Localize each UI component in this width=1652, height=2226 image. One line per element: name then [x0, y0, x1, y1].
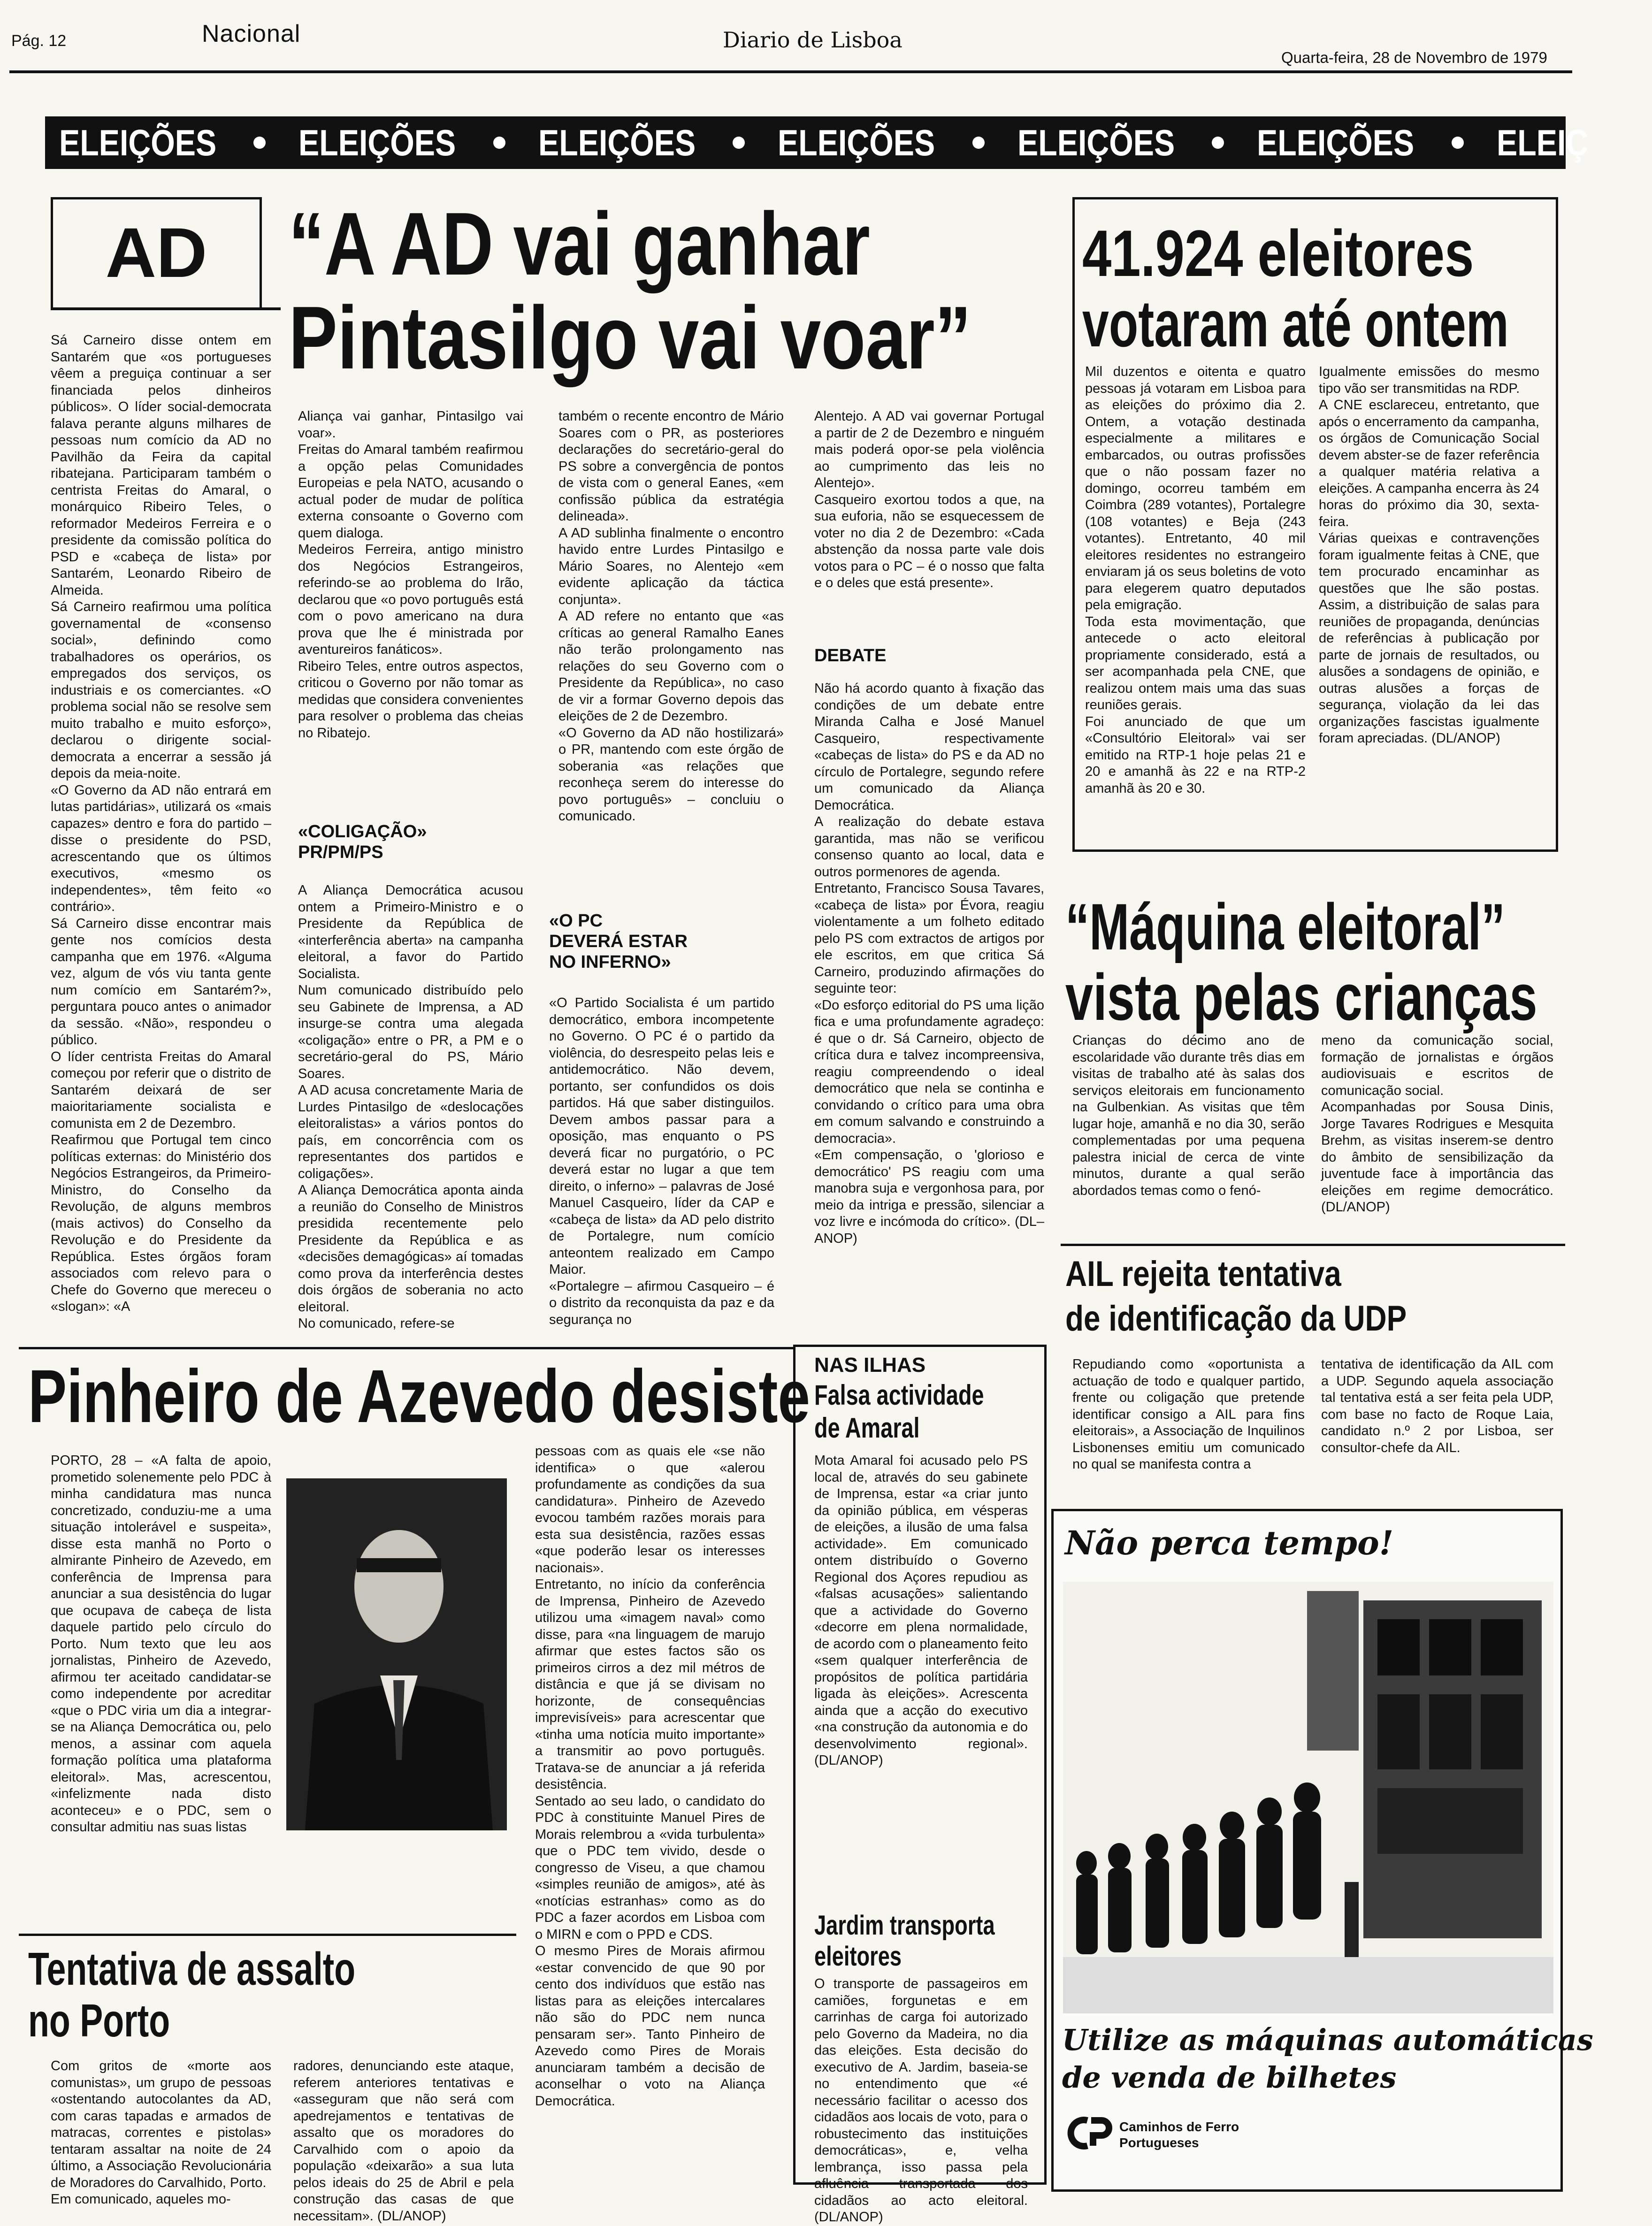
assalto-headline-line2: no Porto [28, 1995, 170, 2046]
ilhas-body: Mota Amaral foi acusado pelo PS local de, através do seu gabinete de Imprensa, estar «a criar junto da opinião pública, em vésperas de eleições, a ilusão de uma falsa actividade». Em comunicado ontem distribuído o Governo Regional dos Açores repudiou as «falsas acusações» salientando que a actividade do Governo «decorre em plena normalidade, de acordo com o planeamento feito «sem qualquer interferência de propósitos de política partidária ligada às eleições». Acrescenta ainda que a acção do executivo «na construção da autonomia e do desenvolvimento regional». (DL/ANOP) [814, 1453, 1028, 1768]
maquina-col2: meno da comunicação social, formação de jornalistas e órgãos audiovisuais e escritos de comunicação social. Acompanhadas por Sousa Dinis, Jorge Tavares Rodrigues e Mesquita Brehm, as visitas inserem-se dentro do âmbito de sensibilização da juventude face à importância das eleições em regime democrático. (DL/ANOP) [1321, 1033, 1553, 1215]
ticket-machine-photo [1063, 1582, 1553, 2013]
masthead-rule [9, 70, 1572, 73]
eleitores-headline-line2: votaram até ontem [1082, 287, 1509, 360]
banner-bullet [733, 137, 745, 149]
ilhas-subheadline-line1: Jardim transporta [814, 1910, 995, 1941]
eleitores-col1: Mil duzentos e oitenta e quatro pessoas já votaram em Lisboa para as eleições do próximo dia 2. Ontem, a votação destinada especialmente a militares e embarcados, ou outras profissões que o não possam fazer no domingo, ocorreu também em Coimbra (289 votantes), Portalegre (108 votantes) e Beja (243 votantes). Entretanto, 40 mil eleitores residentes no estrangeiro enviaram já os seus boletins de voto para elegerem quatro deputados pela emigração. Toda esta movimentação, que antecede o acto eleitoral propriamente considerado, está a ser acompanhada pela CNE, que realizou ontem mais uma das suas reuniões gerais. Foi anunciado de que um «Consultório Eleitoral» vai ser emitido na RTP-1 hoje pelas 21 e 20 e amanhã às 22 e na RTP-2 amanhã às 20 e 30. [1085, 364, 1306, 796]
ad-headline-line1: “A AD vai ganhar [289, 194, 870, 294]
ilhas-tag: NAS ILHAS [814, 1354, 926, 1377]
banner-item: ELEIÇÕES [1017, 122, 1175, 163]
cp-advertisement [1051, 1509, 1593, 2192]
ad-body-col1: Sá Carneiro disse ontem em Santarém que «os portugueses vêem a preguiça continuar a ser financiada pelos dinheiros públicos». O líder social-democrata falava perante alguns milhares de pessoas num comício da AD no Pavilhão da Feira da capital ribatejana. Participaram também o centrista Freitas do Amaral, o monárquico Ribeiro Teles, o reformador Medeiros Ferreira e o presidente da comissão política do PSD e «cabeça de lista» por Santarém, Leonardo Ribeiro de Almeida. Sá Carneiro reafirmou uma política governamental de «consenso social», definindo como trabalhadores os operários, os empregados dos serviços, os industriais e os comerciantes. «O problema social não se resolve sem muito trabalho e muito esforço», declarou o dirigente social-democrata a encerrar a sessão já depois da meia-noite. «O Governo da AD não entrará em lutas partidárias», utilizará os «mais capazes» dentro e fora do partido – disse o presidente do PSD, acrescentando que os últimos executivos, «mesmo os independentes», têm feito «o contrário». Sá Carneiro disse encontrar mais gente nos comícios desta campanha que em 1976. «Alguma vez, algum de vós viu tanta gente num comício em Santarém?», perguntara pouco antes o animador da sessão. «Não», respondeu o público. O líder centrista Freitas do Amaral começou por referir que o distrito de Santarém deixará de ser maioritariamente socialista e comunista em 2 de Dezembro. Reafirmou que Portugal tem cinco políticas externas: do Ministério dos Negócios Estrangeiros, da Primeiro-Ministro, do Conselho da Revolução, de alguns membros (mais activos) do Conselho da Revolução e do Presidente da República. Estes órgãos foram associados com relevo para o Chefe do Governo que mereceu o «slogan»: «A [51, 333, 271, 1314]
ad-body-col3: também o recente encontro de Mário Soares com o PR, as posteriores declarações do secretário-geral do PS sobre a convergência de pontos de vista com o general Eanes, «em confissão pública da estratégia delineada». A AD sublinha finalmente o encontro havido entre Lurdes Pintasilgo e Mário Soares, no Alentejo «em evidente aplicação da táctica conjunta». A AD refere no entanto que «as críticas ao general Ramalho Eanes não terão prolongamento nas relações do seu Governo com o Presidente da República», no caso de vir a formar Governo depois das eleições de 2 de Dezembro. «O Governo da AD não hostilizará» o PR, mantendo com este órgão de soberania «as relações que reconheça serem do interesse do povo português» – concluiu o comunicado. [558, 409, 784, 824]
pinheiro-col1: PORTO, 28 – «A falta de apoio, prometido solenemente pelo PDC à minha candidatura mas nunca concretizado, conduziu-me a uma situação intolerável e suspeita», disse esta manhã no Porto o almirante Pinheiro de Azevedo, em conferência de Imprensa para anunciar a sua desistência do lugar que ocupava de cabeça de lista daquele partido pelo círculo do Porto. Num texto que leu aos jornalistas, Pinheiro de Azevedo, afirmou ter aceitado candidatar-se como independente por acreditar «que o PDC viria um dia a integrar-se na Aliança Democrática ou, pelo menos, a assinar com aquela formação política uma plataforma eleitoral». Mas, acrescentou, «infelizmente nada disto aconteceu» e o PDC, sem o consultar admitiu nas suas listas [51, 1453, 271, 1835]
ad-body-col2b: A Aliança Democrática acusou ontem a Primeiro-Ministro e o Presidente da República de «interferência aberta» na campanha eleitoral, a favor do Partido Socialista. Num comunicado distribuído pelo seu Gabinete de Imprensa, a AD insurge-se contra uma alegada «coligação» entre o PR, a PM e o secretário-geral do PS, Mário Soares. A AD acusa concretamente Maria de Lurdes Pintasilgo de «deslocações eleitoralistas» a vários pontos do país, em concorrência com os representantes dos partidos e coligações». A Aliança Democrática aponta ainda a reunião do Conselho de Ministros presidida recentemente pelo Presidente da República e as «decisões demagógicas» aí tomadas como prova da interferência destes dois órgãos de soberania no acto eleitoral. No comunicado, refere-se [298, 883, 523, 1331]
banner-bullet [493, 137, 505, 149]
ad-headline-line2: Pintasilgo vai voar” [289, 288, 971, 388]
banner-item: ELEIÇÕES [298, 122, 456, 163]
banner-item: ELEIÇÕES [538, 122, 696, 163]
cp-brand-line1: Caminhos de Ferro [1119, 2119, 1239, 2134]
eleitores-box [1072, 197, 1558, 852]
newspaper-name: Diario de Lisboa [723, 27, 902, 53]
cp-tagline-line1: Utilize as máquinas automáticas [1062, 2023, 1593, 2057]
section-name: Nacional [202, 20, 301, 47]
issue-date: Quarta-feira, 28 de Novembro de 1979 [1281, 49, 1547, 66]
ilhas-headline-line2: de Amaral [814, 1412, 920, 1444]
banner-bullet [972, 137, 985, 149]
pinheiro-col2: pessoas com as quais ele «se não identifica» o que «alerou profundamente as condições da sua candidatura». Pinheiro de Azevedo evocou também razões morais para esta sua desistência, razões essas «que poderão lesar os interesses nacionais». Entretanto, no início da conferência de Imprensa, Pinheiro de Azevedo utilizou uma «imagem naval» como disse, para «na linguagem de marujo afirmar que estes factos são os primeiros cirros a dez mil métros de distância e que já se divisam no horizonte, de consequências imprevisíveis» para acrescentar que «tinha uma notícia muito importante» a transmitir ao povo português. Tratava-se de anunciar a já referida desistência. Sentado ao seu lado, o candidato do PDC à constituinte Manuel Pires de Morais relembrou a «vida turbulenta» que o PDC tem vivido, desde o congresso de Viseu, a que chamou «simples reunião de amigos», até às «notícias estranhas» como as do PDC a fazer acordos em Lisboa com o MIRN e com o PPD e CDS. O mesmo Pires de Morais afirmou «estar convencido de que 90 por cento dos indivíduos que estão nas listas para as eleições intercalares não são do PDC nem nunca pensaram ser». Tanto Pinheiro de Azevedo como Pires de Morais anunciaram também a decisão de aconselhar o voto na Aliança Democrática. [535, 1444, 765, 2109]
elections-banner [45, 116, 1588, 169]
cp-tagline-line2: de venda de bilhetes [1062, 2060, 1397, 2095]
ilhas-box [793, 1345, 1047, 2225]
banner-item: ELEIÇ [1496, 122, 1588, 163]
assalto-headline-line1: Tentativa de assalto [28, 1943, 356, 1995]
assalto-col2: radores, denunciando este ataque, referem anteriores tentativas e «asseguram que não será com apedrejamentos e tentativas de assalto que os moradores do Carvalhido com o apoio da população «deixarão» a sua luta pelos ideais do 25 de Abril e pela construção das casas de que necessitam». (DL/ANOP) [293, 2058, 514, 2224]
banner-item: ELEIÇÕES [59, 122, 217, 163]
eleitores-col2: Igualmente emissões do mesmo tipo vão ser transmitidas na RDP. A CNE esclareceu, entretanto, que após o encerramento da campanha, os órgãos de Comunicação Social devem abster-se de fazer referência a qualquer matéria relativa a eleições. A campanha encerra às 24 horas do próximo dia 30, sexta-feira. Várias queixas e contravenções foram igualmente feitas à CNE, que tem procurado encaminhar as questões que lhe são postas. Assim, a distribuição de salas para reuniões de propaganda, denúncias de referências à publicação por parte de jornais de resultados, ou alusões a sondagens de opinião, e outras alusões a forças de segurança, violação da lei das organizações fascistas igualmente foram apreciadas. (DL/ANOP) [1319, 364, 1539, 746]
ilhas-body2: O transporte de passageiros em camiões, forgunetas e em carrinhas de carga foi autorizado pelo Governo da Madeira, no dia das eleições. Esta decisão do executivo de A. Jardim, baseia-se no entendimento que «é necessário facilitar o acesso dos cidadãos aos locais de voto, para o robustecimento das instituições democráticas», e, velha lembrança, isso passa pela afluência transportada dos cidadãos ao acto eleitoral. (DL/ANOP) [814, 1976, 1028, 2225]
banner-bullet [1452, 137, 1464, 149]
ail-headline-line2: de identificação da UDP [1065, 1299, 1407, 1339]
ilhas-subheadline-line2: eleitores [814, 1941, 902, 1972]
banner-item: ELEIÇÕES [1257, 122, 1415, 163]
maquina-col1: Crianças do décimo ano de escolaridade vão durante três dias em visitas de trabalho até às salas dos serviços eleitorais em funcionamento na Gulbenkian. As visitas que têm lugar hoje, amanhã e no dia 30, serão complementadas por uma pequena palestra inicial de cerca de vinte minutos, durante a qual serão abordados temas como o fenó- [1072, 1033, 1305, 1198]
ad-body-col4: Alentejo. A AD vai governar Portugal a partir de 2 de Dezembro e ninguém mais poderá opor-se pela violência ao cumprimento das leis no Alentejo». Casqueiro exortou todos a que, na sua euforia, não se esquecessem de voter no dia 2 de Dezembro: «Cada abstenção da nossa parte vale dois votos para o PC – é o nosso que falta e o deles que está presente». [814, 409, 1044, 590]
ad-body-col3b: «O Partido Socialista é um partido democrático, embora incompetente no Governo. O PC é o partido da violência, do desrespeito pelas leis e antidemocrático. Não devem, portanto, ser confundidos os dois partidos. Há que saber distinguilos. Devem ambos passar para a oposição, mas enquanto o PS deverá ficar no purgatório, o PC deverá estar no lugar a que tem direito, o inferno» – palavras de José Manuel Casqueiro, líder da CAP e «cabeça de lista» da AD pelo distrito de Portalegre, num comício anteontem realizado em Campo Maior. «Portalegre – afirmou Casqueiro – é o distrito da reconquista da paz e da segurança no [549, 995, 774, 1327]
assalto-rule [19, 1934, 516, 1936]
maquina-rule [1061, 1244, 1565, 1246]
maquina-headline-line1: “Máquina eleitoral” [1065, 890, 1506, 964]
assalto-col1: Com gritos de «morte aos comunistas», um grupo de pessoas «ostentando autocolantes da AD, com caras tapadas e armados de matracas, correntes e pistolas» tentaram assaltar na noite de 24 último, a Associação Revolucionária de Moradores do Carvalhido, Porto. Em comunicado, aqueles mo- [51, 2058, 271, 2207]
ad-label: AD [105, 213, 207, 292]
ail-col1: Repudiando como «oportunista a actuação de todo e qualquer partido, frente ou coligação que pretende identificar consigo a AIL para fins eleitorais», a Associação de Inquilinos Lisbonenses emitiu um comunicado no qual se manifesta contra a [1072, 1357, 1305, 1472]
ad-label-rule [51, 307, 281, 310]
ilhas-headline-line1: Falsa actividade [814, 1379, 984, 1411]
banner-bullet [1212, 137, 1224, 149]
portrait-photo [286, 1478, 507, 1830]
ail-headline-line1: AIL rejeita tentativa [1065, 1254, 1341, 1294]
coligacao-subhead: «COLIGAÇÃO» PR/PM/PS [298, 822, 427, 862]
ail-col2: tentativa de identificação da AIL com a UDP. Segundo aquela associação tal tentativa está a ser feita pela UDP, com base no facto de Roque Laia, candidato n.º 2 por Lisboa, ser consultor-chefe da AIL. [1321, 1357, 1553, 1455]
cp-logo-icon [1064, 2117, 1116, 2150]
debate-subhead: DEBATE [814, 646, 887, 666]
eleitores-headline-line1: 41.924 eleitores [1082, 216, 1474, 290]
cp-slogan: Não perca tempo! [1065, 1523, 1394, 1562]
page-number: Pág. 12 [11, 32, 67, 50]
banner-bullet [253, 137, 266, 149]
banner-item: ELEIÇÕES [778, 122, 935, 163]
ad-label-box [51, 197, 262, 310]
cp-brand-line2: Portugueses [1119, 2135, 1199, 2150]
pc-inferno-subhead: «O PC DEVERÁ ESTAR NO INFERNO» [549, 911, 688, 972]
pinheiro-headline: Pinheiro de Azevedo desiste [28, 1354, 810, 1438]
maquina-headline-line2: vista pelas crianças [1065, 960, 1537, 1034]
mid-rule [19, 1347, 793, 1349]
ad-body-col2: Aliança vai ganhar, Pintasilgo vai voar». Freitas do Amaral também reafirmou a opção pelas Comunidades Europeias e pela NATO, acusando o actual poder de mudar de política externa consoante o Governo com quem dialoga. Medeiros Ferreira, antigo ministro dos Negócios Estrangeiros, referindo-se ao problema do Irão, declarou que «o povo português está com o povo americano na dura prova que lhe é ministrada por aventureiros fanáticos». Ribeiro Teles, entre outros aspectos, criticou o Governo por não tomar as medidas que considera convenientes para resolver o problema das cheias no Ribatejo. [298, 409, 523, 741]
ad-body-col4b: Não há acordo quanto à fixação das condições de um debate entre Miranda Calha e José Manuel Casqueiro, respectivamente «cabeças de lista» do PS e da AD no círculo de Portalegre, segundo refere um comunicado da Aliança Democrática. A realização do debate estava garantida, mas não se verificou consenso quanto ao local, data e outros pormenores de agenda. Entretanto, Francisco Sousa Tavares, «cabeça de lista» por Évora, reagiu violentamente a um folheto editado pelo PS com extractos de artigos por ele escritos, em que critica Sá Carneiro, produzindo afirmações do seguinte teor: «Do esforço editorial do PS uma lição fica e uma profundamente agradeço: é que o dr. Sá Carneiro, objecto de crítica dura e talvez incompreensiva, reagiu compreendendo o ideal democrático que nela se continha e convidando o crítico para uma obra em comum salvando e construindo a democracia». «Em compensação, o 'glorioso e democrático' PS reagiu com uma manobra suja e vergonhosa para, por meio da intriga e pressão, silenciar a voz livre e incómoda do crítico». (DL–ANOP) [814, 681, 1044, 1246]
